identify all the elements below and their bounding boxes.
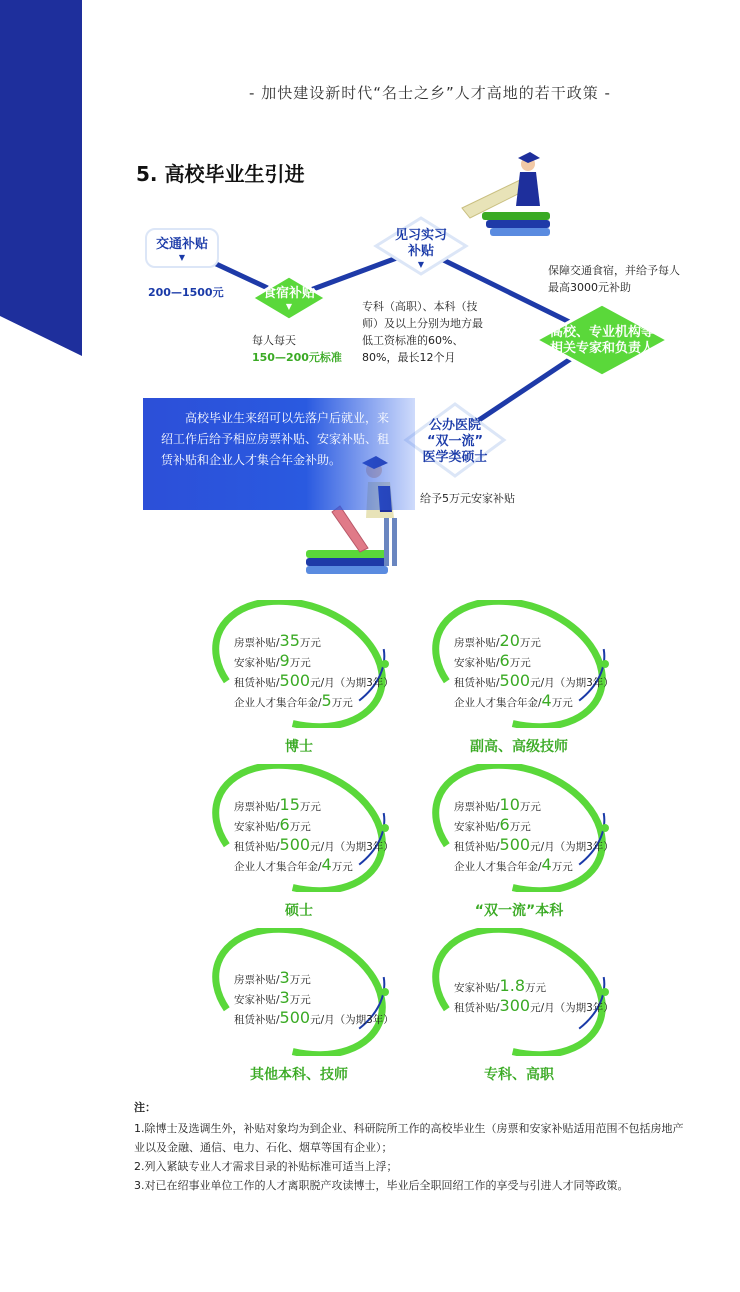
subsidy-item-unit: 万元	[519, 637, 541, 649]
page-header-title: - 加快建设新时代“名士之乡”人才高地的若干政策 -	[249, 84, 611, 102]
subsidy-item	[234, 632, 394, 652]
subsidy-item-label: 安家补贴/	[234, 993, 280, 1006]
subsidy-item-label: 安家补贴/	[234, 821, 280, 833]
subsidy-item-label: 房票补贴/	[234, 637, 280, 649]
internship-desc: 专科（高职）、本科（技师）及以上分别为地方最低工资标准的60%、80%，最长12个月	[362, 300, 483, 364]
node-transport-label: 交通补贴	[155, 236, 208, 252]
subsidy-item	[234, 989, 394, 1009]
subsidy-item-label: 租赁补贴/	[454, 841, 500, 853]
subsidy-item-amount: 300	[499, 996, 531, 1015]
node-internship-label-1: 见习实习	[394, 227, 447, 243]
subsidy-item-unit: 万元	[509, 821, 531, 833]
subsidy-item-label: 房票补贴/	[454, 637, 500, 649]
subsidy-item-unit: 万元	[525, 982, 546, 994]
subsidy-item-amount: 15	[279, 795, 300, 814]
subsidy-list	[234, 632, 394, 712]
subsidy-item-label: 企业人才集合年金/	[234, 697, 322, 709]
subsidy-item	[234, 969, 394, 989]
subsidy-item-amount: 3	[279, 987, 290, 1007]
graduate-illustration-top	[462, 152, 550, 236]
subsidy-item-amount: 35	[279, 631, 300, 650]
subsidy-item	[234, 672, 394, 692]
subsidy-item-unit: 万元	[289, 657, 311, 669]
subsidy-group-title: 博士	[285, 739, 313, 755]
subsidy-item	[454, 816, 614, 836]
subsidy-item-unit: 万元	[519, 801, 541, 813]
subsidy-item-unit: 万元	[299, 637, 321, 649]
node-lodging-label: 食宿补贴	[262, 285, 315, 301]
subsidy-item-unit: 元/月（为期3年）	[530, 1002, 614, 1014]
subsidy-item-unit: 万元	[509, 657, 531, 669]
subsidy-item-label: 房票补贴/	[234, 973, 280, 986]
subsidy-group-title: 其他本科、技师	[250, 1067, 348, 1083]
subsidy-item-unit: 万元	[289, 993, 311, 1006]
subsidy-item-unit: 万元	[331, 861, 353, 873]
subsidy-item-amount: 1.8	[499, 976, 525, 995]
subsidy-item	[234, 796, 394, 816]
lodging-desc	[252, 332, 372, 366]
note-item-1: 1.除博士及选调生外，补贴对象均为到企业、科研院所工作的高校毕业生（房票和安家补贴适用范围不包括房地产业以及金融、通信、电力、石化、烟草等国有企业）；	[134, 1122, 684, 1154]
subsidy-item	[234, 1009, 394, 1029]
subsidy-ring	[428, 764, 614, 892]
subsidy-item	[454, 652, 614, 672]
subsidy-item-amount: 500	[279, 1007, 311, 1027]
experts-desc-1: 保障交通食宿，并给予每人	[548, 264, 680, 277]
subsidy-list	[234, 796, 394, 876]
subsidy-item-unit: 元/月（为期3年）	[310, 1013, 394, 1026]
subsidy-item-amount: 4	[321, 855, 332, 874]
subsidy-group-title: 专科、高职	[484, 1067, 554, 1083]
subsidy-item-amount: 9	[279, 651, 290, 670]
subsidy-item	[454, 692, 614, 712]
notes	[134, 1098, 694, 1195]
subsidy-item	[454, 796, 614, 816]
subsidy-item-label: 租赁补贴/	[234, 677, 280, 689]
subsidy-ring	[208, 764, 394, 892]
note-item-3: 3.对已在绍事业单位工作的人才离职脱产攻读博士，毕业后全职回绍工作的享受与引进人才同等政策。	[134, 1179, 629, 1192]
subsidy-item-amount: 500	[279, 835, 311, 854]
subsidy-item-label: 安家补贴/	[454, 982, 500, 994]
subsidy-item-label: 安家补贴/	[234, 657, 280, 669]
experts-desc-2: 最高3000元补助	[548, 281, 631, 294]
subsidy-ring	[428, 600, 614, 728]
subsidy-item-unit: 元/月（为期3年）	[530, 677, 614, 689]
subsidy-ring	[428, 928, 614, 1056]
subsidy-item-label: 租赁补贴/	[454, 677, 500, 689]
subsidy-ring	[208, 928, 394, 1056]
subsidy-item-unit: 万元	[551, 697, 573, 709]
subsidy-item-label: 安家补贴/	[454, 821, 500, 833]
subsidy-item-amount: 20	[499, 631, 520, 650]
node-internship	[384, 228, 458, 268]
node-experts	[540, 324, 664, 358]
chevron-down-icon: ▼	[417, 259, 425, 269]
subsidy-item-amount: 6	[499, 651, 510, 670]
chevron-down-icon: ▼	[178, 252, 186, 262]
subsidy-item	[234, 692, 394, 712]
node-hospital	[412, 416, 498, 468]
subsidy-item	[234, 816, 394, 836]
subsidy-item-unit: 万元	[331, 697, 353, 709]
subsidy-item-unit: 元/月（为期3年）	[530, 841, 614, 853]
subsidy-item-label: 企业人才集合年金/	[454, 697, 542, 709]
subsidy-item-unit: 万元	[289, 973, 311, 986]
node-lodging	[254, 284, 324, 312]
subsidy-item	[454, 997, 614, 1017]
lodging-value: 150—200元标准	[252, 351, 342, 364]
subsidy-item-amount: 10	[499, 795, 520, 814]
hospital-desc: 给予5万元安家补贴	[420, 492, 515, 505]
subsidy-item	[454, 856, 614, 876]
subsidy-item-amount: 6	[279, 815, 290, 834]
subsidy-item-unit: 万元	[551, 861, 573, 873]
subsidy-group-title: 硕士	[285, 903, 313, 919]
subsidy-item-amount: 3	[279, 967, 290, 987]
subsidy-item-amount: 4	[541, 691, 552, 710]
subsidy-list	[454, 632, 614, 712]
node-hospital-label-1: 公办医院	[428, 418, 481, 433]
transport-value: 200—1500元	[148, 286, 224, 299]
notes-heading: 注：	[134, 1101, 156, 1114]
node-transport	[146, 231, 218, 267]
node-hospital-label-3: 医学类硕士	[422, 450, 488, 465]
lodging-desc-text: 每人每天	[252, 334, 296, 347]
subsidy-item-unit: 万元	[299, 801, 321, 813]
subsidy-item	[234, 856, 394, 876]
chevron-down-icon: ▼	[285, 301, 293, 311]
subsidy-list	[454, 796, 614, 876]
intro-box: 高校毕业生来绍可以先落户后就业，来绍工作后给予相应房票补贴、安家补贴、租赁补贴和企业人才集合年金补助。	[143, 398, 415, 510]
subsidy-item	[454, 836, 614, 856]
subsidy-item-label: 企业人才集合年金/	[234, 861, 322, 873]
subsidy-item-label: 房票补贴/	[234, 801, 280, 813]
subsidy-item-label: 安家补贴/	[454, 657, 500, 669]
subsidy-item-label: 租赁补贴/	[234, 1013, 280, 1026]
note-item-2: 2.列入紧缺专业人才需求目录的补贴标准可适当上浮；	[134, 1160, 398, 1173]
subsidy-item-amount: 500	[499, 835, 531, 854]
subsidy-group-title: “双一流”本科	[474, 903, 564, 919]
node-experts-label-2: 相关专家和负责人	[549, 341, 654, 356]
subsidy-item-amount: 500	[279, 671, 311, 690]
subsidy-item	[454, 977, 614, 997]
subsidy-item-amount: 500	[499, 671, 531, 690]
experts-desc	[548, 262, 708, 296]
subsidy-item-unit: 元/月（为期3年）	[310, 677, 394, 689]
subsidy-item	[454, 632, 614, 652]
subsidy-item	[234, 652, 394, 672]
subsidy-list	[454, 977, 614, 1017]
subsidy-item-unit: 万元	[289, 821, 311, 833]
subsidy-item	[454, 672, 614, 692]
subsidy-item-amount: 4	[541, 855, 552, 874]
subsidy-item-amount: 6	[499, 815, 510, 834]
node-hospital-label-2: “双一流”	[426, 434, 484, 449]
subsidy-list	[234, 969, 394, 1029]
subsidy-item-label: 企业人才集合年金/	[454, 861, 542, 873]
subsidy-item-label: 房票补贴/	[454, 801, 500, 813]
subsidy-group-title: 副高、高级技师	[470, 739, 568, 755]
subsidy-item-unit: 元/月（为期3年）	[310, 841, 394, 853]
subsidy-item-label: 租赁补贴/	[234, 841, 280, 853]
subsidy-item	[234, 836, 394, 856]
node-internship-label-2: 补贴	[407, 243, 434, 259]
node-experts-label-1: 高校、专业机构等	[549, 325, 654, 340]
subsidy-item-label: 租赁补贴/	[454, 1002, 500, 1014]
section-title: 5. 高校毕业生引进	[136, 162, 305, 186]
subsidy-item-amount: 5	[321, 691, 332, 710]
subsidy-ring	[208, 600, 394, 728]
